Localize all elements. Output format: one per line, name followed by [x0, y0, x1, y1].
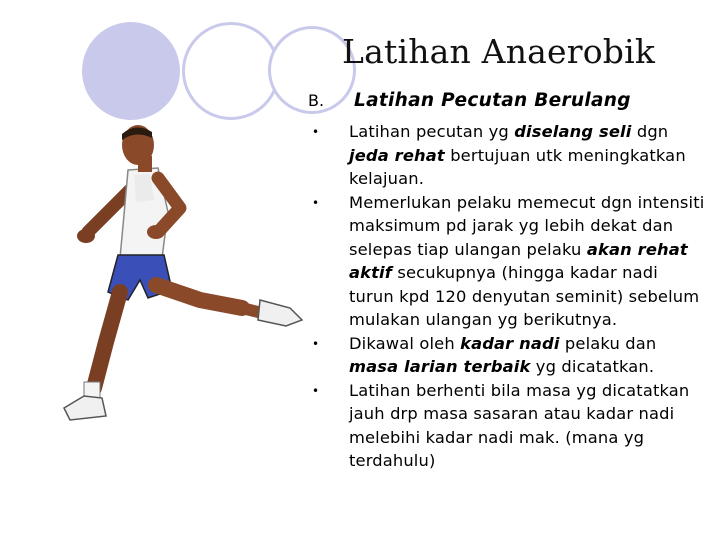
decor-circle-filled	[82, 22, 180, 120]
bullet-item	[308, 120, 708, 191]
text-run: Latihan pecutan yg	[349, 122, 515, 141]
emphasis-text: masa larian terbaik	[349, 357, 531, 376]
emphasis-text: kadar nadi	[460, 333, 560, 353]
decor-circle-outline	[182, 22, 280, 120]
bullet-text	[349, 332, 708, 379]
emphasis-text: akan rehat aktif	[349, 239, 688, 282]
bullet-item	[308, 191, 708, 332]
bullet-icon: •	[312, 125, 320, 139]
text-run: pelaku dan	[559, 333, 657, 353]
bullet-list	[308, 120, 708, 473]
text-run: yg dicatatkan.	[530, 357, 655, 376]
bullet-icon: •	[312, 195, 320, 210]
runner-illustration	[50, 120, 310, 440]
bullet-text	[349, 120, 708, 191]
text-run: dgn	[631, 122, 669, 141]
bullet-text	[349, 191, 708, 332]
text-run: Dikawal oleh	[349, 333, 461, 353]
bullet-item	[308, 379, 708, 473]
slide-title: Latihan Anaerobik	[342, 32, 656, 71]
bullet-text	[349, 379, 708, 473]
text-run: Latihan berhenti bila masa yg dicatatkan jauh drp masa sasaran atau kadar nadi melebihi kadar nadi mak. (mana yg terdahulu)	[349, 380, 690, 470]
emphasis-text: jeda rehat	[349, 145, 445, 165]
bullet-item	[308, 332, 708, 379]
emphasis-text: diselang seli	[514, 122, 632, 141]
bullet-icon: •	[312, 336, 320, 351]
bullet-icon: •	[312, 383, 320, 398]
text-run: secukupnya (hingga kadar nadi turun kpd 120 denyutan seminit) sebelum mulakan ulangan yg berikutnya.	[349, 263, 700, 329]
section-heading	[308, 90, 631, 111]
text-run: bertujuan utk meningkatkan kelajuan.	[349, 145, 686, 188]
section-title: Latihan Pecutan Berulang	[354, 90, 631, 111]
text-run: Memerlukan pelaku memecut dgn intensiti maksimum pd jarak yg lebih dekat dan selepas tiap ulangan pelaku	[349, 192, 705, 259]
section-letter: B.	[308, 91, 325, 110]
